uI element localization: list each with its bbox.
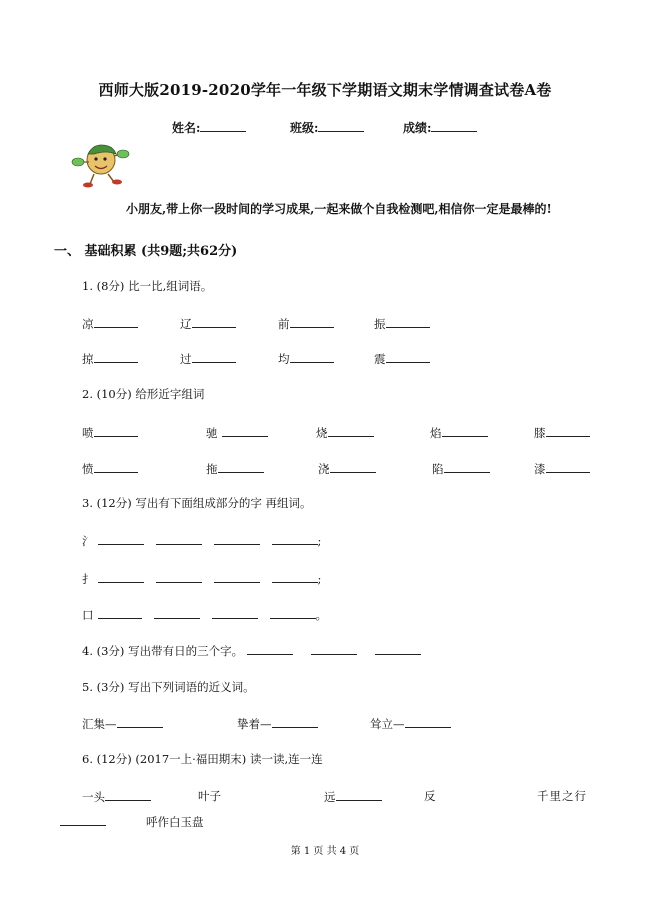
q2-char: 驰	[206, 426, 218, 440]
name-label: 姓名:	[172, 121, 201, 135]
q5-word: 挚着—	[237, 717, 272, 731]
q2-item	[318, 460, 376, 477]
answer-blank[interactable]	[311, 642, 357, 655]
q2-item	[430, 424, 488, 441]
q3-row	[82, 570, 321, 587]
q2-char: 陷	[432, 462, 444, 476]
radical: 扌	[82, 572, 94, 586]
row-end-punct: 。	[315, 608, 327, 622]
q6-word: 千里之行	[537, 789, 587, 803]
q5-word: 汇集—	[82, 717, 117, 731]
answer-blank[interactable]	[546, 424, 590, 437]
answer-blank[interactable]	[98, 532, 144, 545]
q6-word: 反	[424, 789, 436, 803]
q1-char: 过	[180, 352, 192, 366]
row-end-punct: ;	[317, 534, 322, 548]
q1-char: 震	[374, 352, 386, 366]
q5-prompt: 5. (3分) 写出下列词语的近义词。	[82, 680, 255, 694]
q5-word: 耸立—	[370, 717, 405, 731]
answer-blank[interactable]	[94, 424, 138, 437]
q1-char: 振	[374, 317, 386, 331]
answer-blank[interactable]	[336, 788, 382, 801]
q3-row	[82, 532, 321, 549]
answer-blank[interactable]	[94, 315, 138, 328]
answer-blank[interactable]	[546, 460, 590, 473]
q1-item	[82, 350, 138, 367]
answer-blank[interactable]	[105, 788, 151, 801]
q2-item	[82, 460, 138, 477]
name-blank[interactable]	[200, 119, 246, 132]
q2-item	[206, 460, 264, 477]
q2-item	[316, 424, 374, 441]
answer-blank[interactable]	[222, 424, 268, 437]
q2-char: 焰	[430, 426, 442, 440]
answer-blank[interactable]	[154, 606, 200, 619]
q1-char: 凉	[82, 317, 94, 331]
answer-blank[interactable]	[94, 460, 138, 473]
q6-word: 一头	[82, 790, 105, 804]
q1-char: 辽	[180, 317, 192, 331]
answer-blank[interactable]	[192, 350, 236, 363]
q6-word: 叶子	[198, 789, 221, 803]
q6-word: 远	[324, 790, 336, 804]
answer-blank[interactable]	[212, 606, 258, 619]
q3-row	[82, 606, 327, 623]
q6-item	[324, 788, 382, 805]
answer-blank[interactable]	[247, 642, 293, 655]
score-label: 成绩:	[403, 121, 432, 135]
q4-row	[82, 642, 421, 659]
q5-item	[237, 715, 318, 732]
q1-char: 前	[278, 317, 290, 331]
q6-word: 呼作白玉盘	[146, 815, 204, 829]
page-title: 西师大版2019-2020学年一年级下学期语文期末学情调查试卷A卷	[98, 81, 552, 99]
q2-char: 烧	[316, 426, 328, 440]
answer-blank[interactable]	[386, 350, 430, 363]
q2-item	[82, 424, 138, 441]
q2-item	[206, 424, 268, 441]
answer-blank[interactable]	[272, 532, 318, 545]
mascot-illustration	[70, 140, 130, 188]
q2-prompt: 2. (10分) 给形近字组词	[82, 387, 205, 401]
q1-item	[374, 350, 430, 367]
answer-blank[interactable]	[98, 606, 142, 619]
q2-item	[534, 424, 590, 441]
q2-item	[534, 460, 590, 477]
intro-text: 小朋友,带上你一段时间的学习成果,一起来做个自我检测吧,相信你一定是最棒的!	[126, 202, 552, 216]
class-label: 班级:	[290, 121, 319, 135]
q3-prompt: 3. (12分) 写出有下面组成部分的字 再组词。	[82, 496, 312, 510]
q2-char: 愤	[82, 462, 94, 476]
answer-blank[interactable]	[156, 532, 202, 545]
answer-blank[interactable]	[375, 642, 421, 655]
class-blank[interactable]	[318, 119, 364, 132]
q1-item	[180, 350, 236, 367]
answer-blank[interactable]	[214, 570, 260, 583]
score-field	[403, 119, 477, 136]
q2-char: 拖	[206, 462, 218, 476]
q6-item	[60, 813, 204, 830]
answer-blank[interactable]	[214, 532, 260, 545]
answer-blank[interactable]	[94, 350, 138, 363]
radical: 口	[82, 608, 94, 622]
q2-char: 漆	[534, 462, 546, 476]
radical: 氵	[82, 534, 94, 548]
q1-item	[180, 315, 236, 332]
q1-item	[82, 315, 138, 332]
q6-prompt: 6. (12分) (2017一上·福田期末) 读一读,连一连	[82, 752, 323, 766]
name-field	[172, 119, 246, 136]
answer-blank[interactable]	[442, 424, 488, 437]
answer-blank[interactable]	[405, 715, 451, 728]
q2-char: 浇	[318, 462, 330, 476]
answer-blank[interactable]	[386, 315, 430, 328]
section-heading-basics: 一、 基础积累 (共9题;共62分)	[54, 244, 238, 259]
q6-item	[82, 788, 151, 805]
answer-blank[interactable]	[156, 570, 202, 583]
q4-prompt: 4. (3分) 写出带有日的三个字。	[82, 644, 244, 658]
answer-blank[interactable]	[328, 424, 374, 437]
answer-blank[interactable]	[272, 715, 318, 728]
q1-item	[374, 315, 430, 332]
answer-blank[interactable]	[98, 570, 144, 583]
q1-char: 掠	[82, 352, 94, 366]
q5-item	[82, 715, 163, 732]
class-field	[290, 119, 364, 136]
q5-item	[370, 715, 451, 732]
q2-char: 喷	[82, 426, 94, 440]
score-blank[interactable]	[431, 119, 477, 132]
answer-blank[interactable]	[444, 460, 490, 473]
q1-char: 均	[278, 352, 290, 366]
q2-item	[432, 460, 490, 477]
row-end-punct: ;	[317, 572, 322, 586]
answer-blank[interactable]	[60, 813, 106, 826]
answer-blank[interactable]	[270, 606, 316, 619]
page-footer: 第 1 页 共 4 页	[290, 846, 360, 857]
answer-blank[interactable]	[218, 460, 264, 473]
answer-blank[interactable]	[330, 460, 376, 473]
q1-item	[278, 315, 334, 332]
answer-blank[interactable]	[117, 715, 163, 728]
answer-blank[interactable]	[290, 315, 334, 328]
answer-blank[interactable]	[192, 315, 236, 328]
answer-blank[interactable]	[290, 350, 334, 363]
answer-blank[interactable]	[272, 570, 318, 583]
q1-prompt: 1. (8分) 比一比,组词语。	[82, 279, 213, 293]
q2-char: 膝	[534, 426, 546, 440]
q1-item	[278, 350, 334, 367]
